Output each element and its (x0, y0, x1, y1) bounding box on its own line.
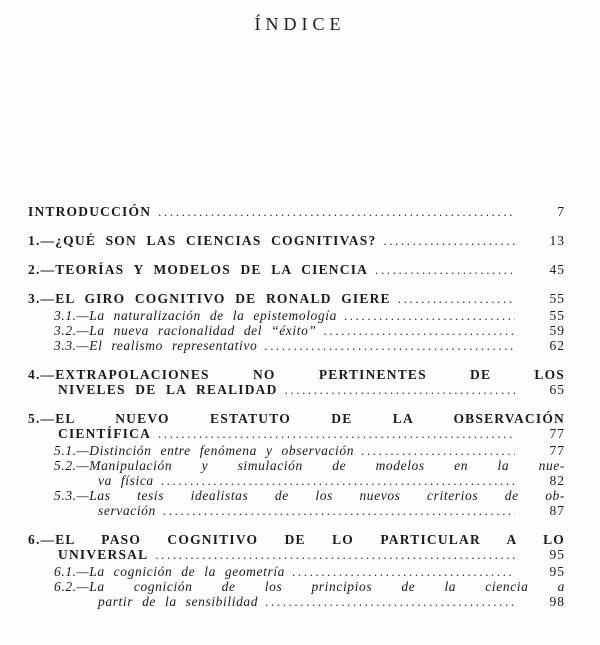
page-number: 7 (557, 204, 565, 219)
toc-entry-4 (28, 367, 565, 397)
toc-row-1 (28, 233, 565, 248)
page-number: 13 (549, 233, 565, 248)
dot-leader (285, 382, 515, 397)
entry-title: 5.3.—Las tesis idealistas de los nuevos criterios de ob- (54, 488, 565, 503)
dot-leader (158, 204, 515, 219)
dot-leader (163, 503, 515, 518)
entry-title: INTRODUCCIÓN (28, 204, 152, 219)
toc-entry-5 (28, 411, 565, 518)
dot-leader (265, 594, 515, 609)
toc-row-6-line2 (28, 547, 565, 562)
page-number: 95 (549, 564, 565, 579)
dot-leader (324, 323, 515, 338)
entry-title: 1.—¿QUÉ SON LAS CIENCIAS COGNITIVAS? (28, 233, 377, 248)
entry-title: 3.1.—La naturalización de la epistemología (54, 308, 337, 323)
page-number: 65 (549, 382, 565, 397)
entry-title: 3.—EL GIRO COGNITIVO DE RONALD GIERE (28, 291, 391, 306)
toc-entry-1 (28, 233, 565, 248)
toc-entry-introduccion (28, 204, 565, 219)
entry-title: 6.1.—La cognición de la geometría (54, 564, 286, 579)
toc-row-5-2-line2 (28, 473, 565, 488)
page-number: 77 (549, 426, 565, 441)
dot-leader (292, 564, 515, 579)
page-number: 55 (549, 291, 565, 306)
toc-row-6-line1 (28, 532, 565, 547)
toc-entry-6 (28, 532, 565, 609)
entry-title-continuation: UNIVERSAL (58, 547, 149, 562)
entry-title: 3.2.—La nueva racionalidad del “éxito” (54, 323, 317, 338)
dot-leader (344, 308, 515, 323)
page-number: 62 (549, 338, 565, 353)
page-number: 55 (549, 308, 565, 323)
dot-leader (383, 233, 515, 248)
toc-row-5-3-line1 (28, 488, 565, 503)
page-title: ÍNDICE (254, 14, 346, 34)
toc-subentries-3 (28, 308, 565, 353)
entry-title-continuation: CIENTÍFICA (58, 426, 152, 441)
toc-row-3 (28, 291, 565, 306)
entry-title: 4.—EXTRAPOLACIONES NO PERTINENTES DE LOS (28, 367, 565, 382)
toc-entry-2 (28, 262, 565, 277)
dot-leader (161, 473, 515, 488)
page-number: 98 (549, 594, 565, 609)
page-number: 95 (549, 547, 565, 562)
toc-row-6-1 (28, 564, 565, 579)
entry-title-continuation: va física (98, 473, 154, 488)
page-number: 87 (549, 503, 565, 518)
entry-title: 6.2.—La cognición de los principios de la ciencia a (54, 579, 565, 594)
dot-leader (361, 443, 515, 458)
dot-leader (398, 291, 515, 306)
toc-row-5-1 (28, 443, 565, 458)
toc-entry-3 (28, 291, 565, 353)
toc-row-introduccion (28, 204, 565, 219)
entry-title: 3.3.—El realismo representativo (54, 338, 258, 353)
page-number: 77 (549, 443, 565, 458)
entry-title: 2.—TEORÍAS Y MODELOS DE LA CIENCIA (28, 262, 369, 277)
dot-leader (264, 338, 515, 353)
toc-row-6-2-line1 (28, 579, 565, 594)
entry-title: 6.—EL PASO COGNITIVO DE LO PARTICULAR A LO (28, 532, 565, 547)
dot-leader (375, 262, 515, 277)
entry-title: 5.1.—Distinción entre fenómena y observación (54, 443, 355, 458)
toc-row-3-3 (28, 338, 565, 353)
toc-list (28, 204, 565, 609)
toc-row-3-1 (28, 308, 565, 323)
toc-row-6-2-line2 (28, 594, 565, 609)
toc-row-4-line2 (28, 382, 565, 397)
entry-title-continuation: NIVELES DE LA REALIDAD (58, 382, 278, 397)
dot-leader (155, 547, 515, 562)
page-number: 82 (549, 473, 565, 488)
toc-subentries-5 (28, 443, 565, 518)
page-number: 59 (549, 323, 565, 338)
entry-title-continuation: servación (98, 503, 156, 518)
toc-row-5-line2 (28, 426, 565, 441)
toc-row-2 (28, 262, 565, 277)
toc-row-4-line1 (28, 367, 565, 382)
page-number: 45 (549, 262, 565, 277)
dot-leader (158, 426, 515, 441)
toc-row-5-2-line1 (28, 458, 565, 473)
entry-title: 5.—EL NUEVO ESTATUTO DE LA OBSERVACIÓN (28, 411, 565, 426)
toc-row-3-2 (28, 323, 565, 338)
toc-row-5-line1 (28, 411, 565, 426)
toc-subentries-6 (28, 564, 565, 609)
entry-title-continuation: partir de la sensibilidad (98, 594, 259, 609)
toc-row-5-3-line2 (28, 503, 565, 518)
entry-title: 5.2.—Manipulación y simulación de modelos en la nue- (54, 458, 565, 473)
